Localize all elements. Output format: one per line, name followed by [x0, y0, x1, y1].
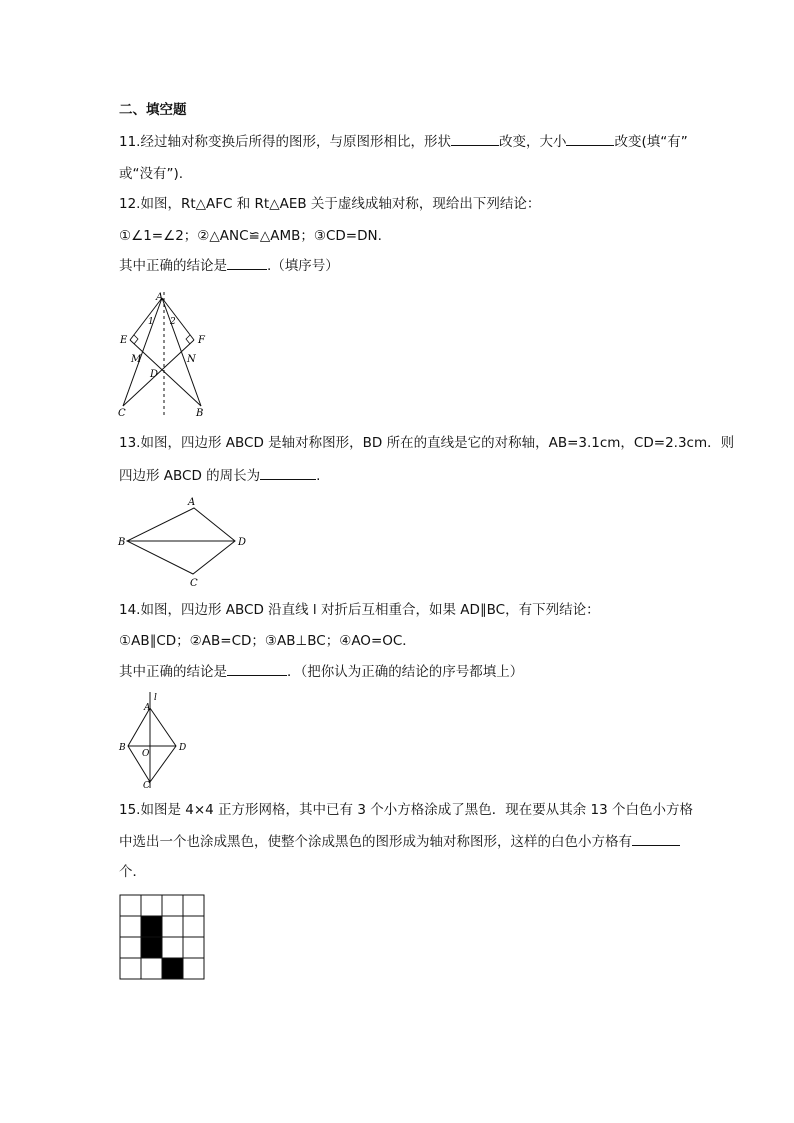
q15-line1: 15.如图是 4×4 正方形网格，其中已有 3 个小方格涂成了黑色．现在要从其余 13 个白色小方格 [119, 802, 693, 818]
q12-label-c: C [118, 408, 126, 419]
q14-line1: 14.如图，四边形 ABCD 沿直线 l 对折后互相重合，如果 AD∥BC，有下列结论： [119, 602, 600, 618]
q14-quadrilateral [128, 708, 176, 782]
q12-right-angle-e [134, 335, 138, 344]
q15-text-a: 中选出一个也涂成黑色，使整个涂成黑色的图形成为轴对称图形，这样的白色小方格有 [119, 834, 632, 850]
q12-text-a: 其中正确的结论是 [119, 258, 227, 274]
q12-label-n: N [187, 354, 196, 365]
q12-seg-be [130, 340, 201, 406]
q14-label-a: A [144, 703, 151, 713]
q15-line3: 个． [119, 864, 146, 880]
q11-line2: 或“没有”). [119, 166, 184, 182]
grid-cell-black [141, 937, 162, 958]
q11-text-c: 改变(填“有” [614, 134, 688, 150]
q12-seg-ae [130, 298, 162, 340]
q12-line3 [119, 256, 339, 276]
q11-blank-1[interactable] [451, 133, 499, 146]
grid-cell-white [141, 895, 162, 916]
grid-cell-white [162, 937, 183, 958]
q14-text-a: 其中正确的结论是 [119, 664, 227, 680]
q12-blank[interactable] [227, 257, 267, 270]
q13-line1: 13.如图，四边形 ABCD 是轴对称图形，BD 所在的直线是它的对称轴，AB=3.1cm，CD=2.3cm．则 [119, 435, 735, 451]
grid-cell-white [183, 895, 204, 916]
grid-cell-white [183, 958, 204, 979]
q12-right-angle-f [186, 335, 190, 344]
q13-figure [114, 494, 254, 590]
q12-label-angle1: 1 [148, 317, 154, 327]
q13-label-d: D [238, 537, 247, 548]
q12-seg-cf [123, 340, 194, 406]
q11-text-a: 11.经过轴对称变换后所得的图形，与原图形相比，形状 [119, 134, 451, 150]
q12-text-b: .（填序号） [267, 258, 339, 274]
q15-grid [119, 894, 205, 980]
q12-label-e: E [120, 335, 128, 346]
grid-cell-white [162, 916, 183, 937]
grid-cell-white [183, 916, 204, 937]
grid-cell-black [141, 916, 162, 937]
grid-cell-white [183, 937, 204, 958]
grid-cell-white [162, 895, 183, 916]
q15-line2 [119, 832, 680, 852]
q12-line2: ①∠1=∠2；②△ANC≌△AMB；③CD=DN. [119, 228, 382, 244]
q14-figure [114, 690, 194, 790]
q14-label-o: O [142, 749, 150, 759]
q15-blank[interactable] [632, 833, 680, 846]
q13-line2 [119, 466, 320, 486]
q12-seg-af [162, 298, 194, 340]
grid-cell-black [162, 958, 183, 979]
q13-blank[interactable] [260, 467, 316, 480]
grid-cell-white [120, 895, 141, 916]
q12-figure [112, 288, 212, 420]
q14-blank[interactable] [227, 663, 287, 676]
q13-text-b: . [316, 468, 321, 484]
section-title: 二、填空题 [119, 102, 187, 118]
q13-text-a: 四边形 ABCD 的周长为 [119, 468, 261, 484]
grid-cell-white [120, 916, 141, 937]
grid-cell-white [120, 937, 141, 958]
q14-label-d: D [179, 743, 187, 753]
q14-label-b: B [119, 743, 126, 753]
q14-line3 [119, 662, 523, 682]
q12-label-m: M [131, 354, 142, 365]
q12-line1: 12.如图，Rt△AFC 和 Rt△AEB 关于虚线成轴对称，现给出下列结论： [119, 196, 541, 212]
q14-label-l: l [154, 693, 157, 703]
q12-label-b: B [196, 408, 204, 419]
q14-text-b: ．（把你认为正确的结论的序号都填上） [287, 664, 524, 680]
q14-label-c: C [143, 781, 150, 790]
q12-label-d: D [150, 369, 159, 380]
q14-line2: ①AB∥CD；②AB=CD；③AB⊥BC；④AO=OC． [119, 633, 416, 649]
q11-text-b: 改变，大小 [498, 134, 567, 150]
q12-label-a: A [156, 292, 164, 303]
q13-label-c: C [190, 578, 198, 589]
grid-cell-white [141, 958, 162, 979]
q13-label-a: A [188, 497, 196, 508]
grid-cell-white [120, 958, 141, 979]
q13-label-b: B [118, 537, 126, 548]
q11-blank-2[interactable] [566, 133, 614, 146]
q11-line1 [119, 132, 688, 152]
q12-label-angle2: 2 [170, 317, 176, 327]
q12-label-f: F [198, 335, 205, 346]
